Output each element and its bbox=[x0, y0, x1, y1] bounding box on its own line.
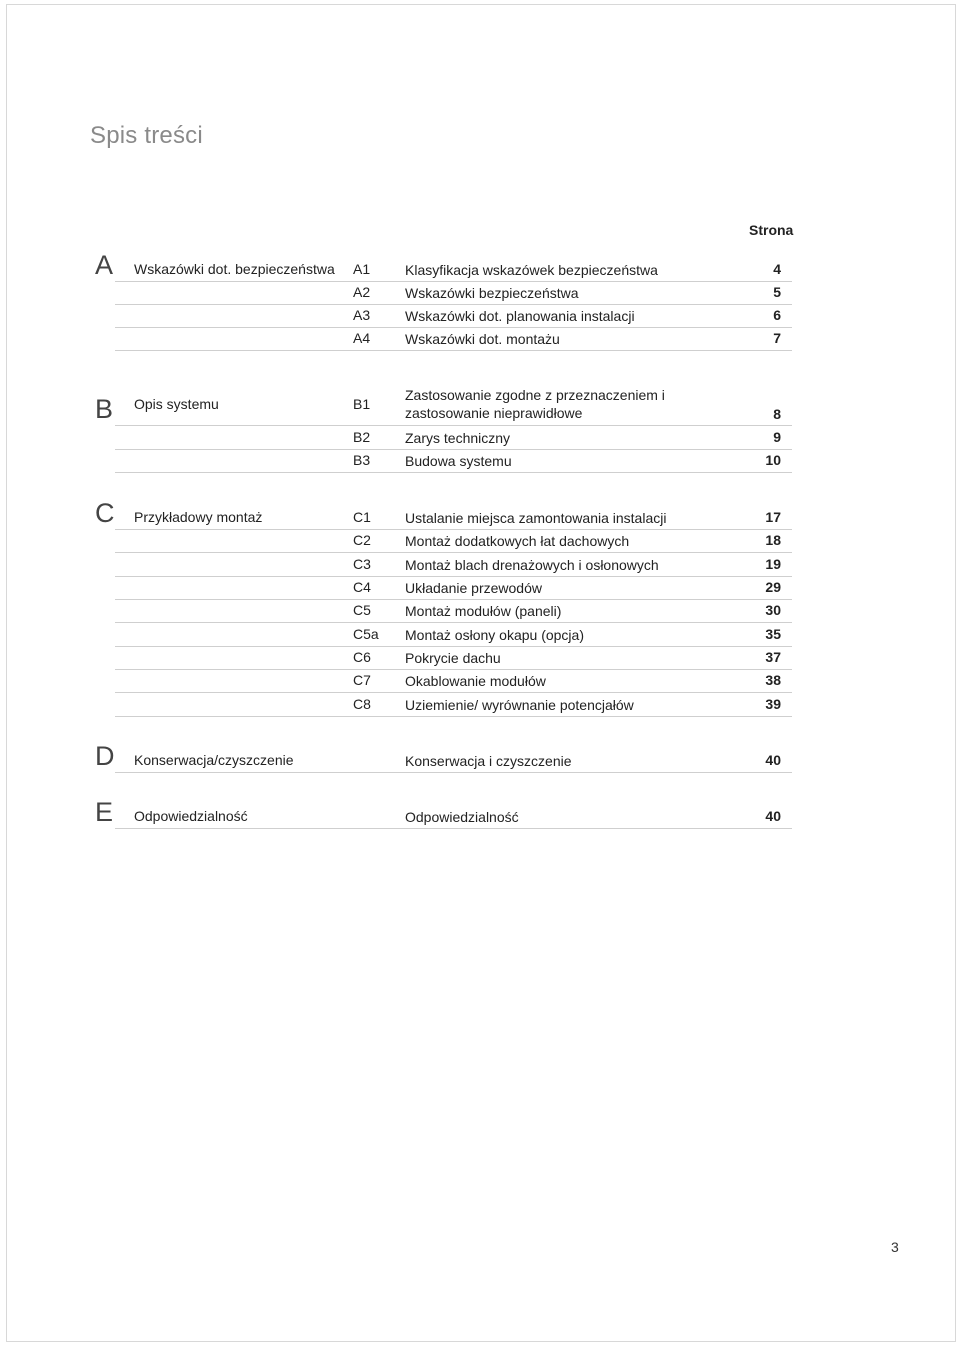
toc-row[interactable] bbox=[115, 803, 792, 829]
toc-row[interactable] bbox=[115, 577, 792, 600]
section-e bbox=[95, 799, 795, 831]
toc-page: 17 bbox=[765, 509, 781, 525]
toc-text: Montaż dodatkowych łat dachowych bbox=[405, 533, 630, 549]
toc-text: Budowa systemu bbox=[405, 453, 512, 469]
section-d bbox=[95, 743, 795, 775]
toc-text: Odpowiedzialność bbox=[405, 809, 519, 825]
toc-text: Układanie przewodów bbox=[405, 580, 542, 596]
section-letter: D bbox=[95, 741, 115, 771]
toc-row[interactable] bbox=[115, 693, 792, 717]
toc-code: A4 bbox=[353, 330, 371, 346]
toc-page: 6 bbox=[773, 307, 781, 323]
toc-code: A3 bbox=[353, 307, 371, 323]
toc-text: Zastosowanie zgodne z przeznaczeniem i zastosowanie nieprawidłowe bbox=[405, 387, 665, 421]
section-label: Konserwacja/czyszczenie bbox=[134, 752, 294, 768]
toc-code: B2 bbox=[353, 429, 371, 445]
toc-text: Konserwacja i czyszczenie bbox=[405, 753, 572, 769]
section-b bbox=[95, 380, 795, 475]
toc-page: 40 bbox=[765, 808, 781, 824]
page-column-header: Strona bbox=[749, 222, 794, 238]
page-title: Spis treści bbox=[90, 122, 203, 149]
toc-page: 39 bbox=[765, 696, 781, 712]
toc-text: Zarys techniczny bbox=[405, 430, 511, 446]
toc-page: 10 bbox=[765, 452, 781, 468]
toc-row[interactable] bbox=[115, 747, 792, 773]
toc-text: Wskazówki bezpieczeństwa bbox=[405, 285, 579, 301]
toc-page: 30 bbox=[765, 602, 781, 618]
toc-text: Wskazówki dot. planowania instalacji bbox=[405, 308, 635, 324]
toc-text: Okablowanie modułów bbox=[405, 673, 546, 689]
toc-page: 18 bbox=[765, 532, 781, 548]
toc-code: C5 bbox=[353, 602, 371, 618]
toc-row[interactable] bbox=[115, 504, 792, 530]
toc-page: 38 bbox=[765, 672, 781, 688]
section-label: Wskazówki dot. bezpieczeństwa bbox=[134, 261, 335, 277]
toc-code: A1 bbox=[353, 261, 371, 277]
section-letter: E bbox=[95, 797, 114, 827]
toc-row[interactable] bbox=[115, 256, 792, 282]
section-letter: B bbox=[95, 394, 114, 424]
toc-text: Ustalanie miejsca zamontowania instalacji bbox=[405, 510, 667, 526]
toc-code: A2 bbox=[353, 284, 371, 300]
section-letter: C bbox=[95, 498, 115, 528]
toc-code: B3 bbox=[353, 452, 371, 468]
toc-code: C3 bbox=[353, 556, 371, 572]
toc-page: 40 bbox=[765, 752, 781, 768]
page-number: 3 bbox=[891, 1239, 899, 1255]
toc-row[interactable] bbox=[115, 623, 792, 647]
section-a bbox=[95, 252, 795, 352]
toc-row[interactable] bbox=[115, 380, 792, 426]
toc-row[interactable] bbox=[115, 305, 792, 328]
toc-row[interactable] bbox=[115, 553, 792, 577]
section-label: Opis systemu bbox=[134, 396, 219, 412]
toc-page: 7 bbox=[773, 330, 781, 346]
section-label: Przykładowy montaż bbox=[134, 509, 263, 525]
toc-code: C2 bbox=[353, 532, 371, 548]
toc-page: 9 bbox=[773, 429, 781, 445]
toc-page: 4 bbox=[773, 261, 781, 277]
toc-code: C6 bbox=[353, 649, 371, 665]
toc-code: C5a bbox=[353, 626, 379, 642]
toc-text: Uziemienie/ wyrównanie potencjałów bbox=[405, 697, 634, 713]
toc-row[interactable] bbox=[115, 647, 792, 670]
toc-page: 5 bbox=[773, 284, 781, 300]
toc-page: 29 bbox=[765, 579, 781, 595]
toc-row[interactable] bbox=[115, 670, 792, 693]
toc-text: Klasyfikacja wskazówek bezpieczeństwa bbox=[405, 262, 658, 278]
toc-code: C7 bbox=[353, 672, 371, 688]
toc-text: Montaż osłony okapu (opcja) bbox=[405, 627, 584, 643]
toc-text: Montaż modułów (paneli) bbox=[405, 603, 562, 619]
toc-code: C8 bbox=[353, 696, 371, 712]
toc-page: 19 bbox=[765, 556, 781, 572]
toc-text: Pokrycie dachu bbox=[405, 650, 501, 666]
toc-row[interactable] bbox=[115, 530, 792, 553]
toc-row[interactable] bbox=[115, 600, 792, 623]
toc-text: Montaż blach drenażowych i osłonowych bbox=[405, 557, 659, 573]
toc-code: C4 bbox=[353, 579, 371, 595]
toc-text: Wskazówki dot. montażu bbox=[405, 331, 560, 347]
toc-row[interactable] bbox=[115, 328, 792, 351]
toc-row[interactable] bbox=[115, 426, 792, 450]
section-c bbox=[95, 500, 795, 720]
section-letter: A bbox=[95, 250, 114, 280]
toc-row[interactable] bbox=[115, 450, 792, 473]
section-label: Odpowiedzialność bbox=[134, 808, 248, 824]
toc-page: 8 bbox=[773, 406, 781, 422]
toc-page: 37 bbox=[765, 649, 781, 665]
toc-page: 35 bbox=[765, 626, 781, 642]
toc-code: B1 bbox=[353, 396, 371, 412]
toc-code: C1 bbox=[353, 509, 371, 525]
toc-row[interactable] bbox=[115, 282, 792, 305]
